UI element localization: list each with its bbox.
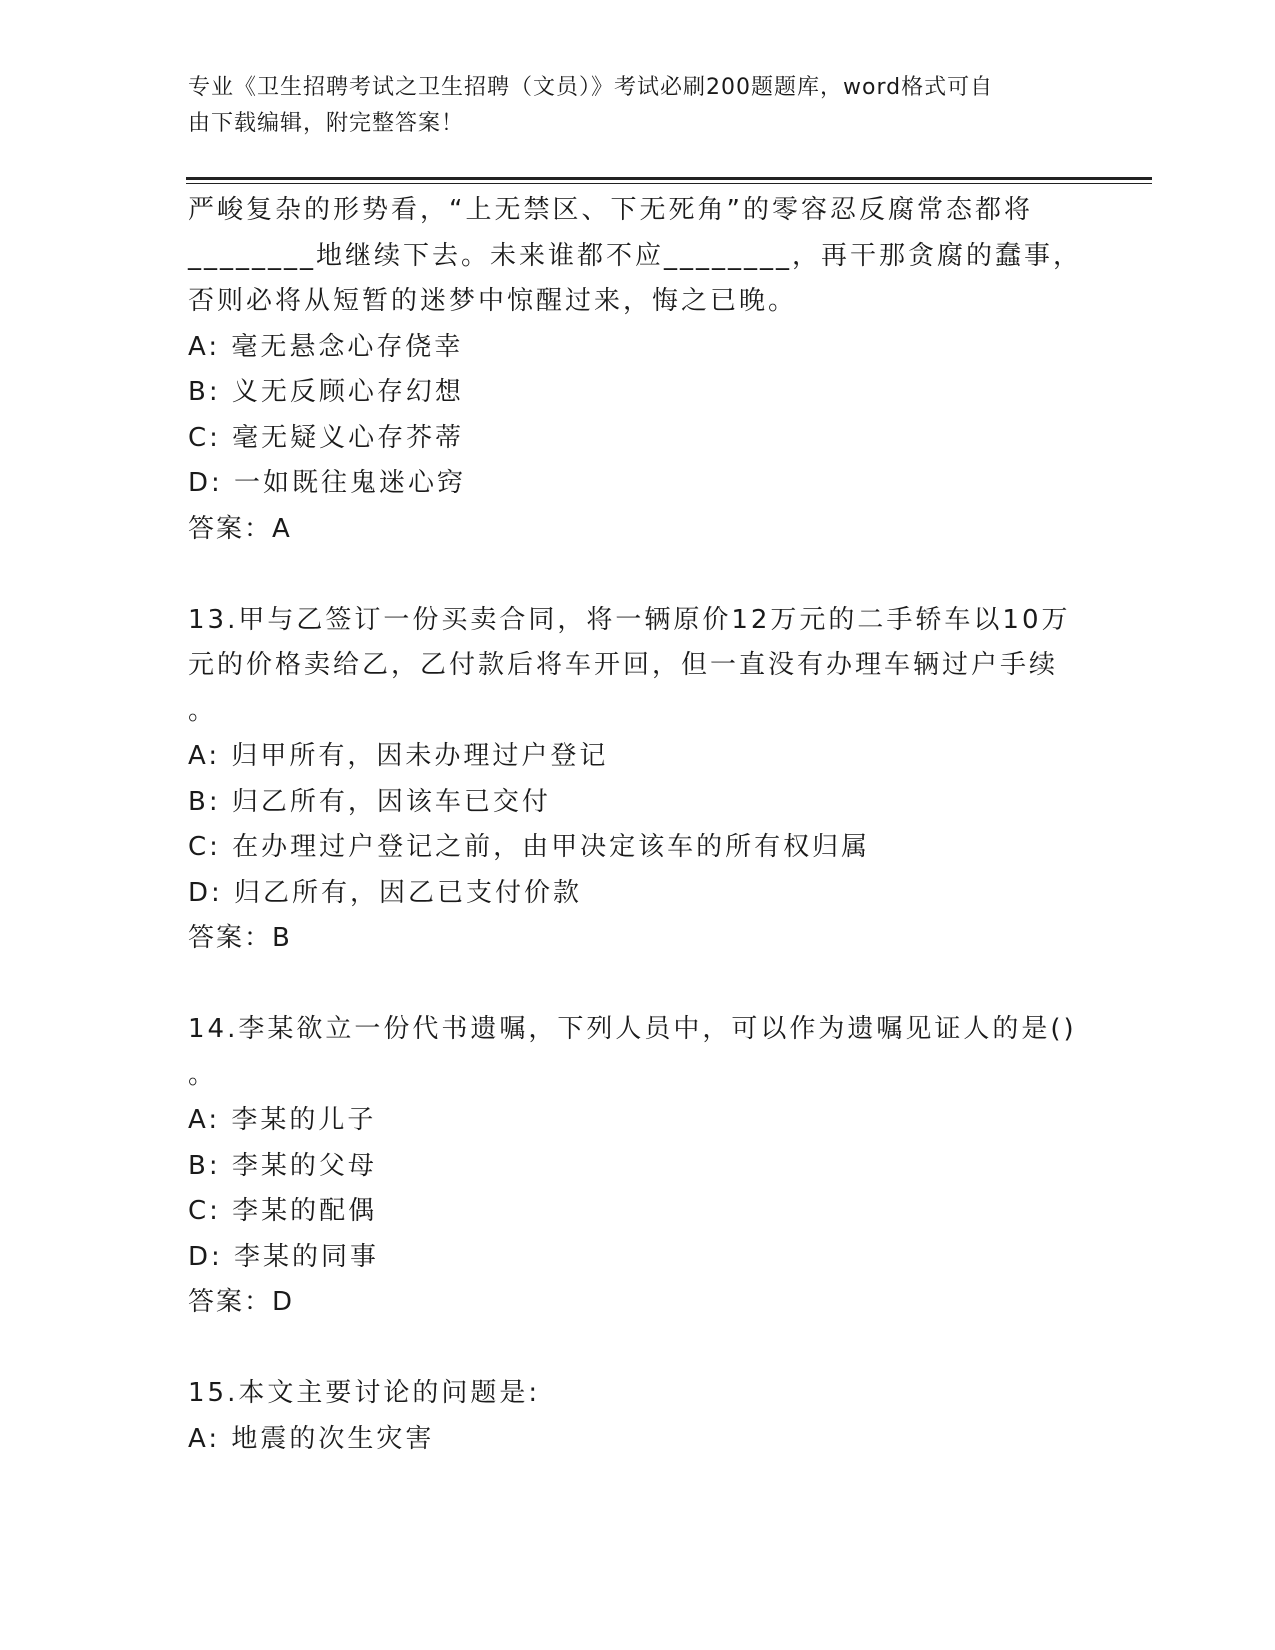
answer-line: 答案：A xyxy=(188,513,292,544)
question-stem-line: 15.本文主要讨论的问题是: xyxy=(188,1378,541,1408)
option-d: D: 归乙所有，因乙已支付价款 xyxy=(188,877,583,908)
option-d: D: 一如既往鬼迷心窍 xyxy=(188,468,467,498)
answer-line: 答案：B xyxy=(188,923,292,953)
header-line: 专业《卫生招聘考试之卫生招聘（文员）》考试必刷200题题库，word格式可自 xyxy=(188,75,994,100)
header-divider-thick xyxy=(186,177,1152,180)
option-a: A: 归甲所有，因未办理过户登记 xyxy=(188,741,609,771)
answer-line: 答案：D xyxy=(188,1287,295,1317)
document-header xyxy=(188,70,1088,142)
option-a: A: 李某的儿子 xyxy=(188,1105,377,1135)
question-stem-line: 13.甲与乙签订一份买卖合同，将一辆原价12万元的二手轿车以10万 xyxy=(188,604,1071,635)
question-13 xyxy=(188,598,1088,962)
header-divider-thin xyxy=(186,183,1152,184)
question-stem-line: 14.李某欲立一份代书遗嘱，下列人员中，可以作为遗嘱见证人的是() xyxy=(188,1014,1077,1044)
question-list xyxy=(188,188,1088,1462)
option-a: A: 地震的次生灾害 xyxy=(188,1423,435,1454)
question-stem-line: ________地继续下去。未来谁都不应________，再干那贪腐的蠢事， xyxy=(188,240,1083,271)
spacer xyxy=(188,962,1088,1008)
question-stem-line: 元的价格卖给乙，乙付款后将车开回，但一直没有办理车辆过户手续 xyxy=(188,650,1059,680)
option-b: B: 李某的父母 xyxy=(188,1150,377,1181)
question-stem-line: 否则必将从短暂的迷梦中惊醒过来，悔之已晚。 xyxy=(188,286,798,316)
option-c: C: 李某的配偶 xyxy=(188,1196,378,1226)
spacer xyxy=(188,1326,1088,1372)
option-d: D: 李某的同事 xyxy=(188,1241,380,1272)
question-12 xyxy=(188,188,1088,552)
option-c: C: 在办理过户登记之前，由甲决定该车的所有权归属 xyxy=(188,832,871,862)
header-line: 由下载编辑，附完整答案！ xyxy=(188,111,465,136)
question-stem-line: 。 xyxy=(188,1059,218,1090)
question-stem-line: 。 xyxy=(188,695,218,726)
option-b: B: 归乙所有，因该车已交付 xyxy=(188,786,551,817)
question-14 xyxy=(188,1007,1088,1326)
spacer xyxy=(188,552,1088,598)
question-stem-line: 严峻复杂的形势看，“上无禁区、下无死角”的零容忍反腐常态都将 xyxy=(188,195,1033,225)
option-c: C: 毫无疑义心存芥蒂 xyxy=(188,422,465,453)
question-15 xyxy=(188,1371,1088,1462)
option-a: A: 毫无悬念心存侥幸 xyxy=(188,331,464,362)
option-b: B: 义无反顾心存幻想 xyxy=(188,377,464,407)
